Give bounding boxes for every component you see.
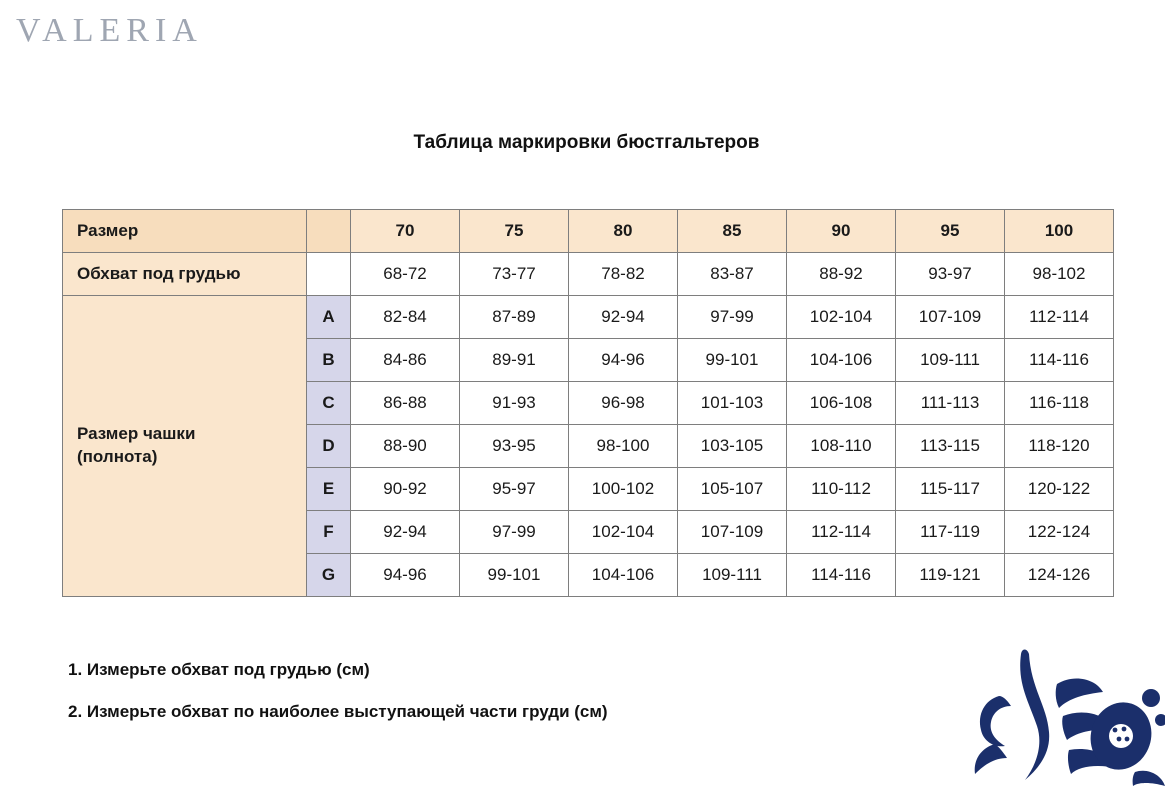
header-band-80: 80 bbox=[569, 210, 678, 253]
cup-e-90: 110-112 bbox=[787, 468, 896, 511]
cup-b-95: 109-111 bbox=[896, 339, 1005, 382]
cup-d-90: 108-110 bbox=[787, 425, 896, 468]
cup-f-85: 107-109 bbox=[678, 511, 787, 554]
underbust-value-100: 98-102 bbox=[1005, 253, 1114, 296]
cup-f-100: 122-124 bbox=[1005, 511, 1114, 554]
underbust-value-75: 73-77 bbox=[460, 253, 569, 296]
instructions-list bbox=[68, 660, 868, 744]
cup-letter-f: F bbox=[307, 511, 351, 554]
header-band-85: 85 bbox=[678, 210, 787, 253]
cup-a-70: 82-84 bbox=[351, 296, 460, 339]
cup-g-95: 119-121 bbox=[896, 554, 1005, 597]
bra-size-table bbox=[62, 209, 1114, 597]
cup-c-85: 101-103 bbox=[678, 382, 787, 425]
cup-f-75: 97-99 bbox=[460, 511, 569, 554]
header-band-90: 90 bbox=[787, 210, 896, 253]
underbust-value-80: 78-82 bbox=[569, 253, 678, 296]
cup-c-90: 106-108 bbox=[787, 382, 896, 425]
cup-g-80: 104-106 bbox=[569, 554, 678, 597]
cup-e-95: 115-117 bbox=[896, 468, 1005, 511]
underbust-value-70: 68-72 bbox=[351, 253, 460, 296]
cup-f-70: 92-94 bbox=[351, 511, 460, 554]
cup-a-80: 92-94 bbox=[569, 296, 678, 339]
cup-d-75: 93-95 bbox=[460, 425, 569, 468]
cup-letter-b: B bbox=[307, 339, 351, 382]
cup-c-75: 91-93 bbox=[460, 382, 569, 425]
cup-size-label-line1: Размер чашки bbox=[77, 424, 196, 444]
header-band-95: 95 bbox=[896, 210, 1005, 253]
cup-e-70: 90-92 bbox=[351, 468, 460, 511]
table-row-cup-a bbox=[63, 296, 1114, 339]
cup-d-100: 118-120 bbox=[1005, 425, 1114, 468]
cup-b-75: 89-91 bbox=[460, 339, 569, 382]
cup-g-75: 99-101 bbox=[460, 554, 569, 597]
cup-f-90: 112-114 bbox=[787, 511, 896, 554]
underbust-value-95: 93-97 bbox=[896, 253, 1005, 296]
cup-a-100: 112-114 bbox=[1005, 296, 1114, 339]
cup-c-100: 116-118 bbox=[1005, 382, 1114, 425]
cup-g-90: 114-116 bbox=[787, 554, 896, 597]
cup-c-80: 96-98 bbox=[569, 382, 678, 425]
floral-ornament-icon bbox=[925, 640, 1165, 790]
cup-size-label bbox=[63, 296, 307, 597]
cup-g-70: 94-96 bbox=[351, 554, 460, 597]
cup-letter-g: G bbox=[307, 554, 351, 597]
cup-d-70: 88-90 bbox=[351, 425, 460, 468]
cup-b-70: 84-86 bbox=[351, 339, 460, 382]
header-band-100: 100 bbox=[1005, 210, 1114, 253]
cup-a-95: 107-109 bbox=[896, 296, 1005, 339]
cup-b-100: 114-116 bbox=[1005, 339, 1114, 382]
cup-e-100: 120-122 bbox=[1005, 468, 1114, 511]
header-band-75: 75 bbox=[460, 210, 569, 253]
brand-logo: VALERIA bbox=[16, 12, 203, 49]
cup-e-75: 95-97 bbox=[460, 468, 569, 511]
cup-d-80: 98-100 bbox=[569, 425, 678, 468]
cup-d-85: 103-105 bbox=[678, 425, 787, 468]
cup-c-95: 111-113 bbox=[896, 382, 1005, 425]
instruction-step-2: 2. Измерьте обхват по наиболее выступающей части груди (см) bbox=[68, 702, 608, 721]
cup-b-90: 104-106 bbox=[787, 339, 896, 382]
cup-g-85: 109-111 bbox=[678, 554, 787, 597]
cup-a-75: 87-89 bbox=[460, 296, 569, 339]
cup-letter-e: E bbox=[307, 468, 351, 511]
underbust-cup-blank bbox=[307, 253, 351, 296]
cup-e-80: 100-102 bbox=[569, 468, 678, 511]
header-band-70: 70 bbox=[351, 210, 460, 253]
header-size-label: Размер bbox=[63, 210, 307, 253]
cup-c-70: 86-88 bbox=[351, 382, 460, 425]
header-cup-blank bbox=[307, 210, 351, 253]
cup-f-80: 102-104 bbox=[569, 511, 678, 554]
cup-size-label-line2: (полнота) bbox=[77, 447, 158, 466]
table-row-underbust bbox=[63, 253, 1114, 296]
cup-a-90: 102-104 bbox=[787, 296, 896, 339]
underbust-value-90: 88-92 bbox=[787, 253, 896, 296]
cup-d-95: 113-115 bbox=[896, 425, 1005, 468]
cup-letter-a: A bbox=[307, 296, 351, 339]
underbust-value-85: 83-87 bbox=[678, 253, 787, 296]
cup-b-85: 99-101 bbox=[678, 339, 787, 382]
cup-b-80: 94-96 bbox=[569, 339, 678, 382]
table-header-row bbox=[63, 210, 1114, 253]
cup-letter-c: C bbox=[307, 382, 351, 425]
cup-a-85: 97-99 bbox=[678, 296, 787, 339]
instruction-step-1: 1. Измерьте обхват под грудью (см) bbox=[68, 660, 370, 679]
size-table-container bbox=[62, 209, 1114, 597]
cup-letter-d: D bbox=[307, 425, 351, 468]
page-title: Таблица маркировки бюстгальтеров bbox=[413, 132, 760, 153]
cup-f-95: 117-119 bbox=[896, 511, 1005, 554]
underbust-label: Обхват под грудью bbox=[63, 253, 307, 296]
cup-g-100: 124-126 bbox=[1005, 554, 1114, 597]
cup-e-85: 105-107 bbox=[678, 468, 787, 511]
